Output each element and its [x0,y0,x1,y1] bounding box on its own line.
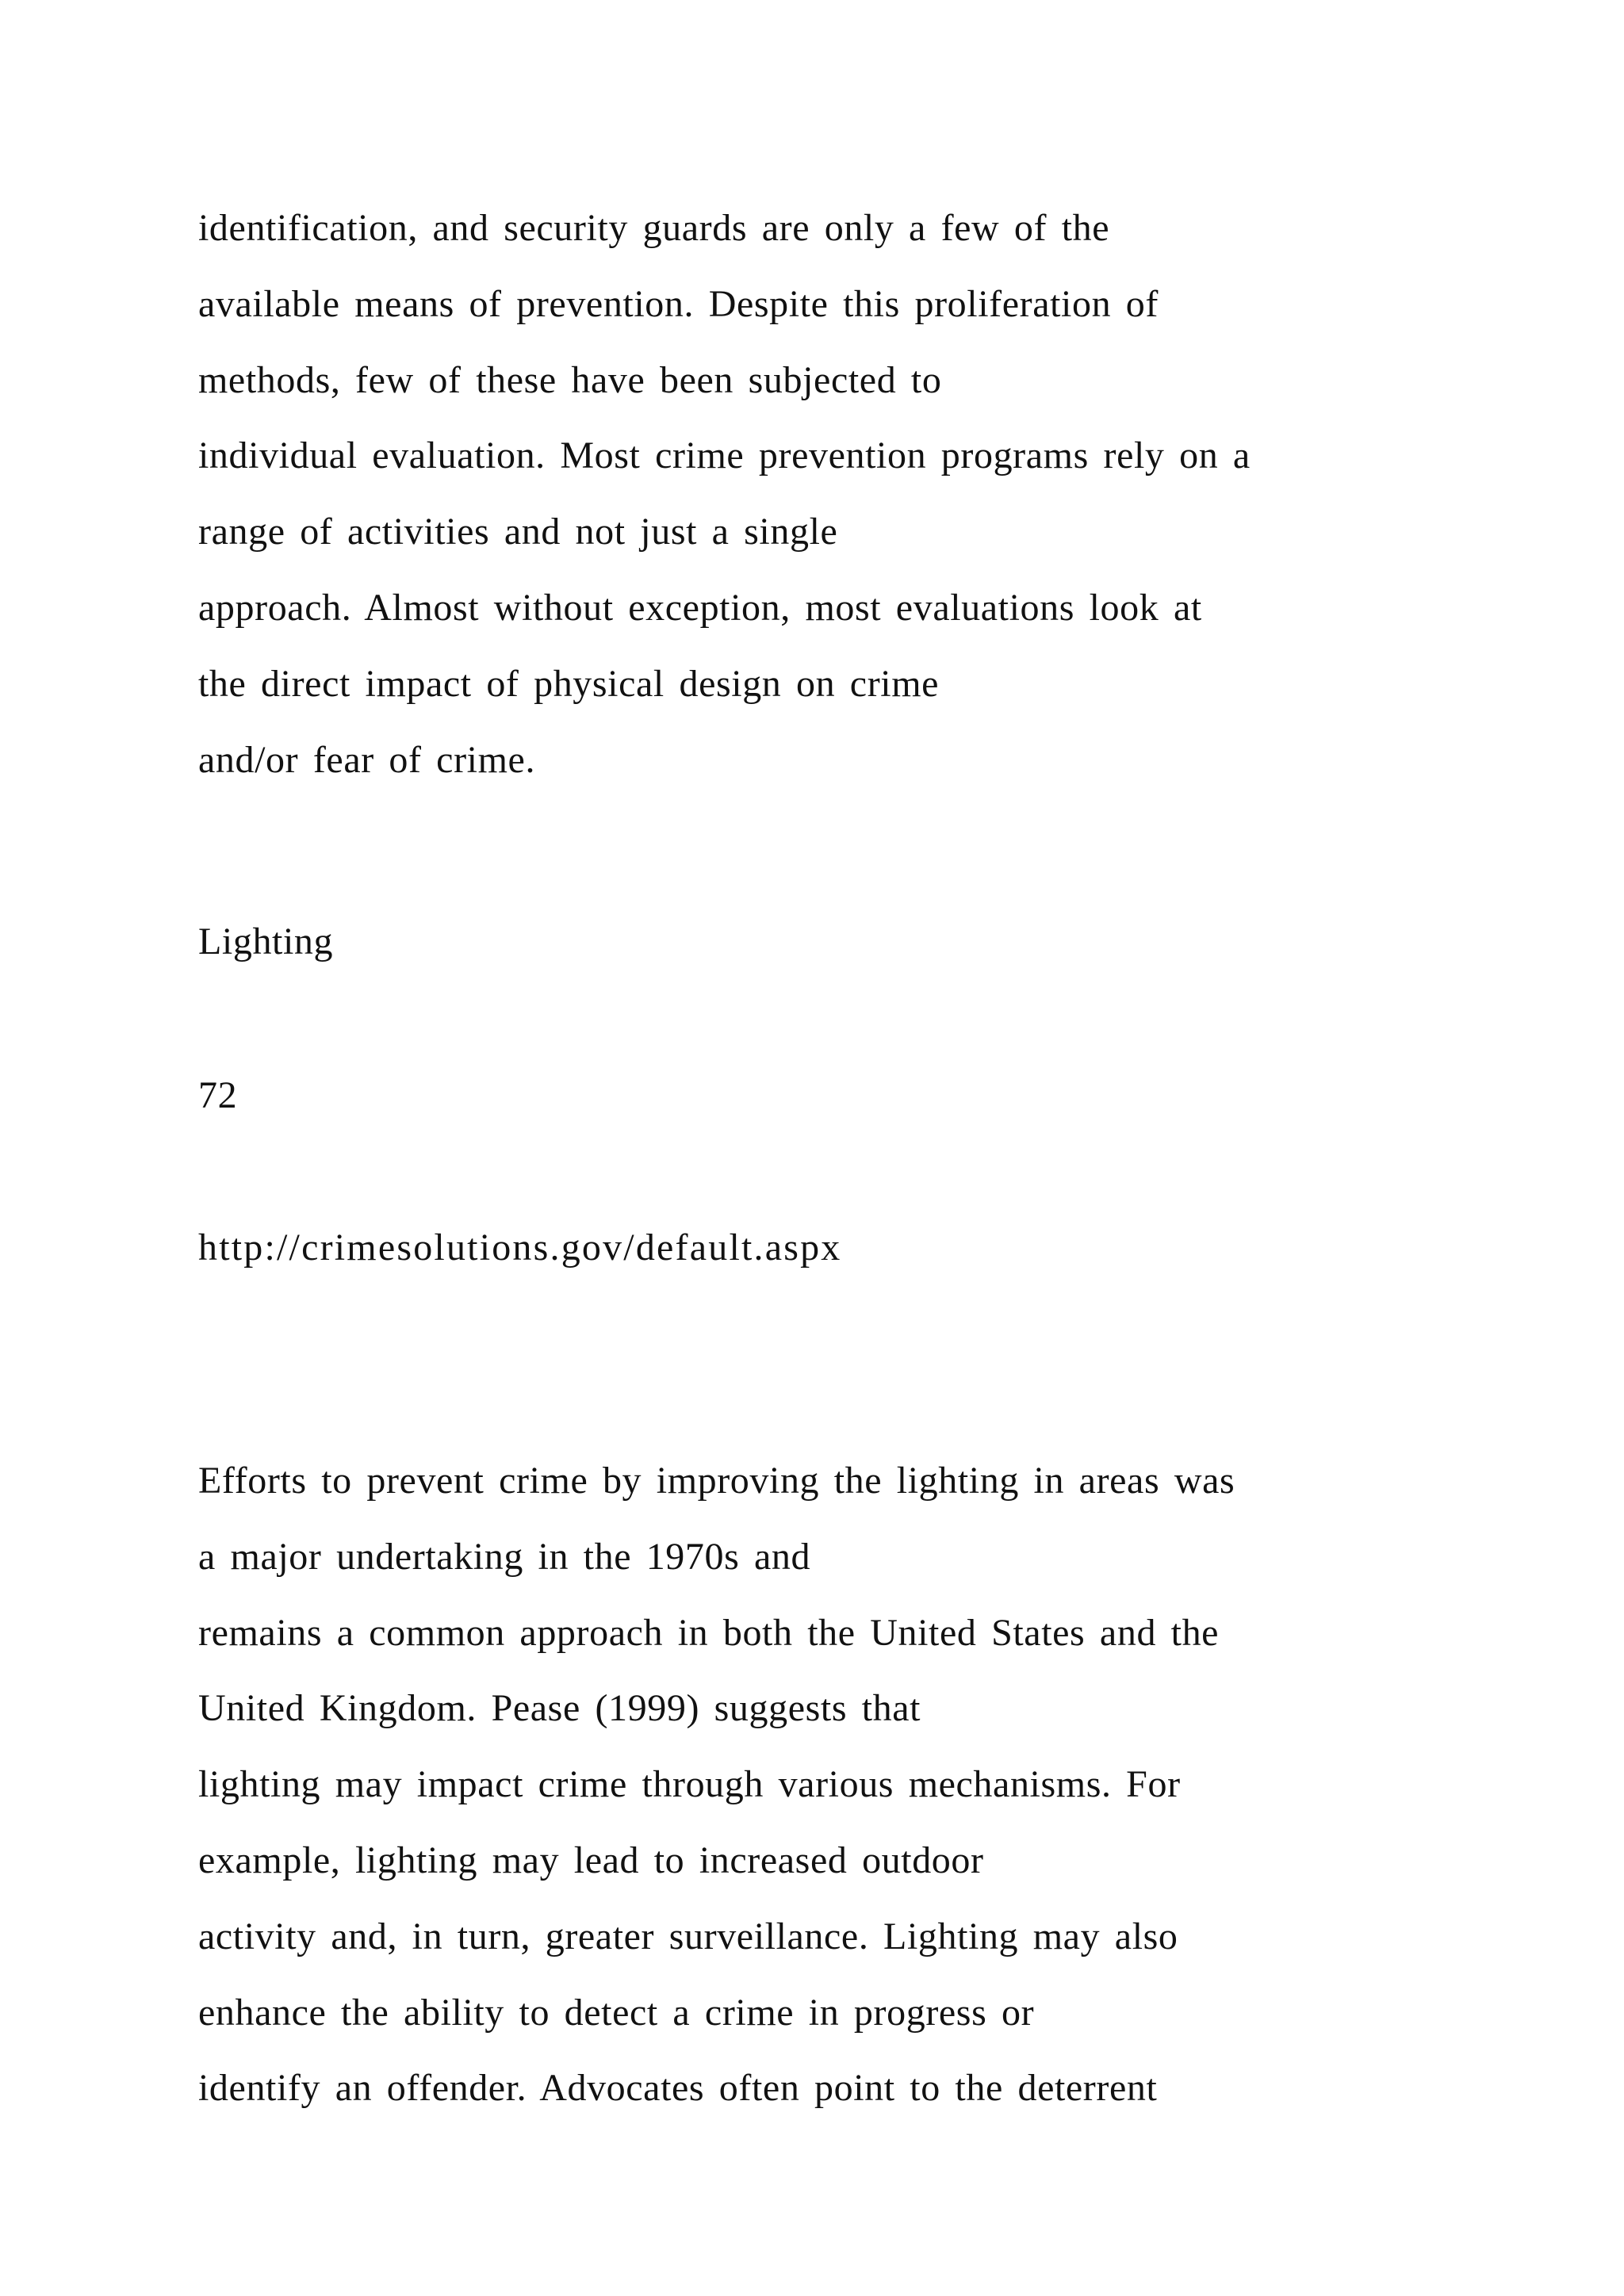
text-line: lighting may impact crime through various mechanisms. For [198,1763,1181,1806]
text-line: enhance the ability to detect a crime in progress or [198,1991,1035,2034]
text-line: identification, and security guards are only a few of the [198,207,1110,249]
text-line: and/or fear of crime. [198,738,536,781]
footnote-number: 72 [198,1074,238,1116]
text-line: individual evaluation. Most crime prevention programs rely on a [198,434,1251,477]
section-heading-lighting: Lighting [198,920,334,962]
text-line: identify an offender. Advocates often point to the deterrent [198,2067,1158,2110]
paragraph-lighting [198,1443,1235,2126]
text-line: approach. Almost without exception, most evaluations look at [198,586,1202,629]
text-line: remains a common approach in both the United States and the [198,1611,1220,1654]
text-line: a major undertaking in the 1970s and [198,1535,811,1578]
text-line: methods, few of these have been subjected to [198,358,942,401]
text-line: example, lighting may lead to increased outdoor [198,1839,984,1881]
footnote-url: http://crimesolutions.gov/default.aspx [198,1226,842,1269]
text-line: activity and, in turn, greater surveillance. Lighting may also [198,1915,1178,1957]
text-line: Efforts to prevent crime by improving the lighting in areas was [198,1460,1235,1502]
paragraph-physical-design [198,190,1251,798]
text-line: available means of prevention. Despite this proliferation of [198,282,1159,325]
text-line: range of activities and not just a single [198,511,838,553]
text-line: the direct impact of physical design on crime [198,662,940,705]
text-line: United Kingdom. Pease (1999) suggests that [198,1687,921,1730]
